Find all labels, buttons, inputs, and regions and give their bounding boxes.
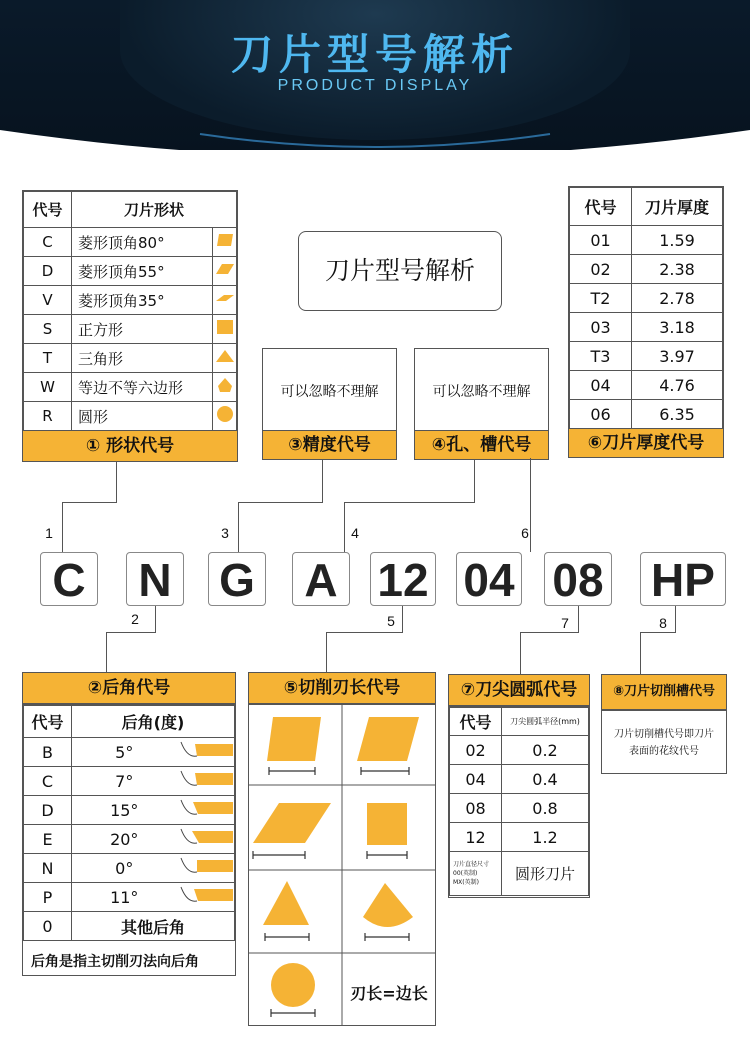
nose-row	[450, 736, 589, 765]
connector-line	[238, 502, 239, 552]
header-swoosh	[0, 90, 750, 150]
chipbreaker-box	[601, 710, 727, 774]
nose-row	[450, 794, 589, 823]
connector-line	[402, 606, 403, 632]
connector-line	[238, 502, 323, 503]
rhombus-55-icon	[213, 257, 237, 286]
precision-text: 可以忽略不理解	[280, 384, 379, 400]
clearance-code: C	[24, 767, 72, 796]
nose-last-code-line: 刀片直径尺寸	[453, 861, 490, 868]
thickness-row	[570, 255, 723, 284]
thickness-code: 04	[570, 371, 632, 400]
shape-row	[24, 373, 237, 402]
rhombus-35-icon	[213, 286, 237, 315]
marker-8: 8	[659, 615, 667, 631]
nose-table	[449, 707, 589, 896]
thickness-value: 6.35	[632, 400, 723, 429]
thickness-table	[569, 187, 723, 429]
connector-line	[326, 632, 327, 672]
nose-value: 0.8	[502, 794, 589, 823]
clearance-code: P	[24, 883, 72, 912]
thickness-code: T2	[570, 284, 632, 313]
nose-row	[450, 823, 589, 852]
marker-7: 7	[561, 615, 569, 631]
clearance-angle: 0°	[72, 854, 177, 883]
shape-col-code: 代号	[24, 192, 72, 228]
nose-table-box	[448, 706, 590, 898]
thickness-code: 03	[570, 313, 632, 342]
shape-row	[24, 286, 237, 315]
thickness-table-box	[568, 186, 724, 458]
clearance-angle-icon	[177, 825, 235, 854]
clearance-angle: 其他后角	[72, 912, 235, 941]
clearance-angle-icon	[177, 854, 235, 883]
thickness-col-code: 代号	[570, 188, 632, 226]
code-char: C	[40, 552, 98, 606]
chipbreaker-header: ⑧刀片切削槽代号	[601, 674, 727, 710]
thickness-row	[570, 284, 723, 313]
thickness-value: 2.38	[632, 255, 723, 284]
nose-last-value: 圆形刀片	[502, 852, 589, 896]
edge-grid	[248, 704, 436, 1026]
code-char: G	[208, 552, 266, 606]
clearance-angle-icon	[177, 796, 235, 825]
shape-row	[24, 402, 237, 431]
connector-line	[106, 632, 107, 672]
connector-line	[322, 460, 323, 502]
marker-1: 1	[45, 525, 53, 541]
clearance-angle: 20°	[72, 825, 177, 854]
clearance-row	[24, 796, 235, 825]
circle-icon	[213, 402, 237, 431]
shape-code: S	[24, 315, 72, 344]
nose-row	[450, 852, 589, 896]
marker-2: 2	[131, 611, 139, 627]
code-char: A	[292, 552, 350, 606]
shape-code: W	[24, 373, 72, 402]
hexagon-icon	[213, 373, 237, 402]
clearance-row	[24, 825, 235, 854]
shape-name: 三角形	[72, 344, 213, 373]
thickness-row	[570, 342, 723, 371]
thickness-code: 06	[570, 400, 632, 429]
triangle-icon	[213, 344, 237, 373]
nose-last-code	[450, 852, 502, 896]
thickness-code: 02	[570, 255, 632, 284]
nose-value: 0.4	[502, 765, 589, 794]
nose-code: 12	[450, 823, 502, 852]
thickness-value: 2.78	[632, 284, 723, 313]
shape-row	[24, 257, 237, 286]
nose-last-code-line: MX(英制)	[453, 879, 479, 886]
precision-footer: ③精度代号	[262, 430, 397, 460]
clearance-angle: 7°	[72, 767, 177, 796]
thickness-col-value: 刀片厚度	[632, 188, 723, 226]
code-char: 08	[544, 552, 612, 606]
clearance-row	[24, 767, 235, 796]
clearance-row	[24, 912, 235, 941]
connector-line	[640, 632, 676, 633]
shape-name: 菱形顶角35°	[72, 286, 213, 315]
clearance-angle-icon	[177, 767, 235, 796]
marker-3: 3	[221, 525, 229, 541]
page-subtitle: PRODUCT DISPLAY	[277, 77, 473, 94]
nose-code: 02	[450, 736, 502, 765]
shape-code: V	[24, 286, 72, 315]
shape-code: R	[24, 402, 72, 431]
connector-line	[326, 632, 403, 633]
clearance-angle: 15°	[72, 796, 177, 825]
shape-code: T	[24, 344, 72, 373]
shape-name: 菱形顶角55°	[72, 257, 213, 286]
code-char: 04	[456, 552, 522, 606]
code-char: 12	[370, 552, 436, 606]
marker-5: 5	[387, 613, 395, 629]
connector-line	[344, 502, 475, 503]
page-header	[0, 0, 750, 150]
thickness-value: 3.18	[632, 313, 723, 342]
shape-col-name: 刀片形状	[72, 192, 237, 228]
shape-code: C	[24, 228, 72, 257]
nose-value: 0.2	[502, 736, 589, 765]
hole-text: 可以忽略不理解	[432, 384, 531, 400]
code-char: N	[126, 552, 184, 606]
clearance-header: ②后角代号	[22, 672, 236, 704]
nose-code: 04	[450, 765, 502, 794]
thickness-row	[570, 226, 723, 255]
nose-last-code-line: 00(英制)	[453, 870, 478, 877]
center-title: 刀片型号解析	[298, 231, 502, 311]
clearance-col-angle: 后角(度)	[72, 706, 235, 738]
shape-row	[24, 344, 237, 373]
shape-table-box	[22, 190, 238, 462]
clearance-code: 0	[24, 912, 72, 941]
clearance-angle: 5°	[72, 738, 177, 767]
edge-header: ⑤切削刃长代号	[248, 672, 436, 704]
shape-footer: ① 形状代号	[22, 430, 238, 462]
shape-name: 圆形	[72, 402, 213, 431]
clearance-row	[24, 738, 235, 767]
connector-line	[640, 632, 641, 674]
thickness-row	[570, 371, 723, 400]
clearance-code: N	[24, 854, 72, 883]
thickness-code: T3	[570, 342, 632, 371]
thickness-row	[570, 313, 723, 342]
nose-col-radius: 刀尖圆弧半径(mm)	[502, 708, 589, 736]
clearance-col-code: 代号	[24, 706, 72, 738]
code-char: HP	[640, 552, 726, 606]
nose-header: ⑦刀尖圆弧代号	[448, 674, 590, 706]
connector-line	[578, 606, 579, 632]
connector-line	[62, 502, 117, 503]
clearance-table	[23, 705, 235, 941]
hole-footer: ④孔、槽代号	[414, 430, 549, 460]
clearance-table-box	[22, 704, 236, 976]
clearance-code: E	[24, 825, 72, 854]
rhombus-80-icon	[213, 228, 237, 257]
connector-line	[520, 632, 579, 633]
connector-line	[344, 502, 345, 552]
shape-table	[23, 191, 237, 431]
clearance-row	[24, 854, 235, 883]
connector-line	[520, 632, 521, 674]
shape-code: D	[24, 257, 72, 286]
thickness-code: 01	[570, 226, 632, 255]
shape-name: 正方形	[72, 315, 213, 344]
square-icon	[213, 315, 237, 344]
page-title: 刀片型号解析	[230, 30, 519, 79]
shape-name: 等边不等六边形	[72, 373, 213, 402]
clearance-row	[24, 883, 235, 912]
thickness-footer: ⑥刀片厚度代号	[568, 428, 724, 458]
connector-line	[116, 462, 117, 502]
edge-note: 刃长=边长	[350, 984, 428, 1003]
nose-value: 1.2	[502, 823, 589, 852]
thickness-row	[570, 400, 723, 429]
chipbreaker-text: 刀片切削槽代号即刀片表面的花纹代号	[614, 729, 714, 757]
thickness-value: 3.97	[632, 342, 723, 371]
nose-col-code: 代号	[450, 708, 502, 736]
connector-line	[155, 606, 156, 632]
clearance-angle-icon	[177, 738, 235, 767]
marker-4: 4	[351, 525, 359, 541]
clearance-note: 后角是指主切削刃法向后角	[31, 954, 199, 970]
clearance-angle: 11°	[72, 883, 177, 912]
clearance-angle-icon	[177, 883, 235, 912]
shape-name: 菱形顶角80°	[72, 228, 213, 257]
clearance-code: D	[24, 796, 72, 825]
nose-row	[450, 765, 589, 794]
thickness-value: 1.59	[632, 226, 723, 255]
clearance-code: B	[24, 738, 72, 767]
shape-row	[24, 228, 237, 257]
connector-line	[474, 460, 475, 502]
marker-6: 6	[521, 525, 529, 541]
shape-row	[24, 315, 237, 344]
nose-code: 08	[450, 794, 502, 823]
edge-shapes	[249, 705, 435, 1025]
connector-line	[675, 606, 676, 632]
connector-line	[106, 632, 156, 633]
connector-line	[62, 502, 63, 552]
thickness-value: 4.76	[632, 371, 723, 400]
